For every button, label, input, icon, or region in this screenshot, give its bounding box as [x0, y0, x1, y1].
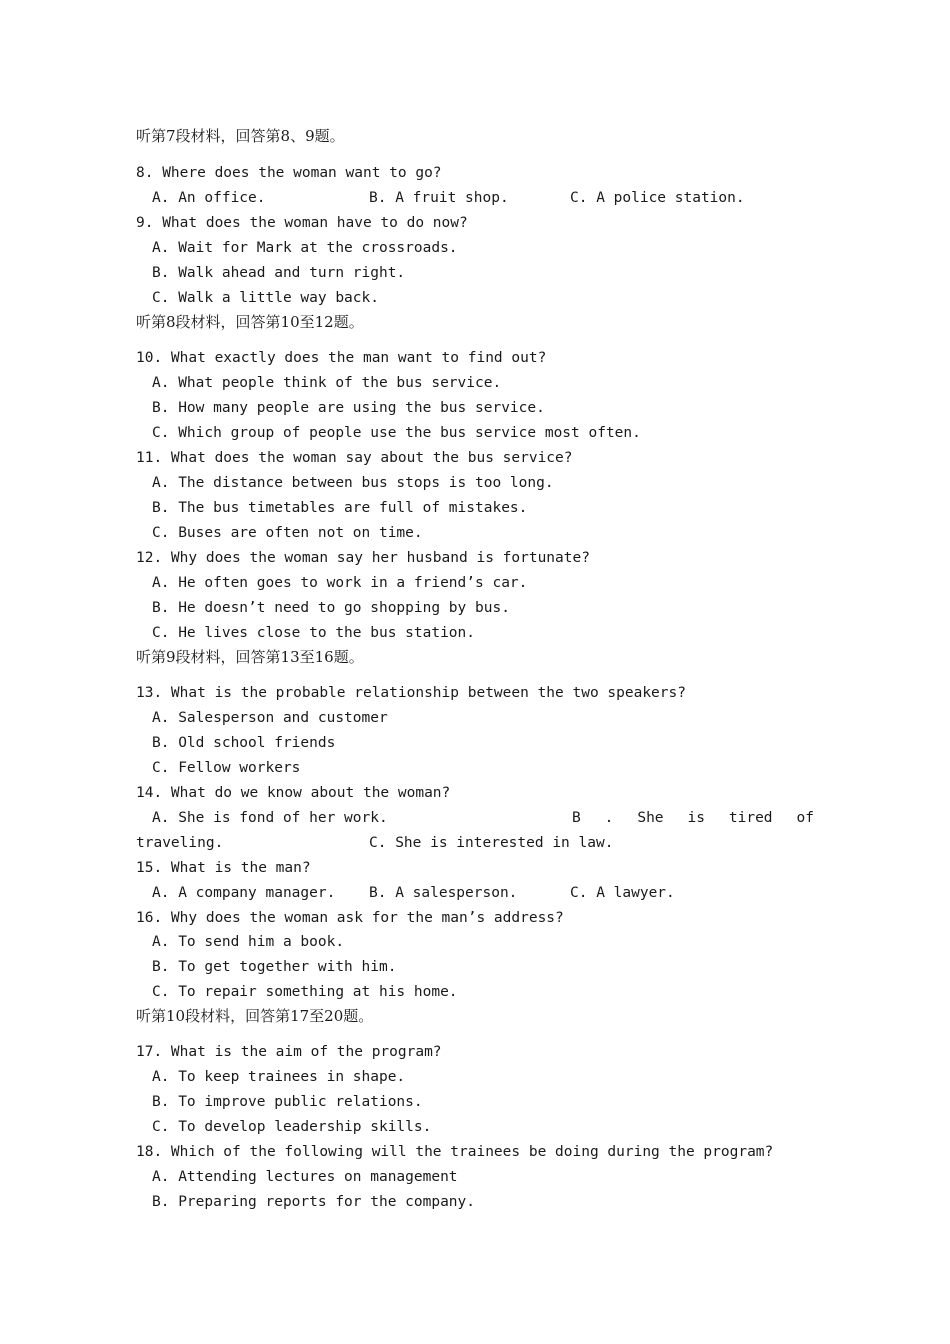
question: 18. Which of the following will the trainees be doing during the program? [136, 1144, 774, 1160]
option: A. Attending lectures on management [152, 1169, 458, 1185]
option-word: is [687, 810, 705, 826]
option: A. A company manager. [152, 885, 336, 901]
option: A. Salesperson and customer [152, 710, 388, 726]
section-header: 听第9段材料，回答第13至16题。 [136, 648, 364, 666]
option: B. A fruit shop. [369, 190, 509, 206]
option-word: She [637, 810, 664, 826]
section-header: 听第10段材料，回答第17至20题。 [136, 1007, 374, 1025]
option-word: tired [728, 810, 773, 826]
option: A. An office. [152, 190, 266, 206]
option-word: of [796, 810, 814, 826]
option: C. To develop leadership skills. [152, 1119, 432, 1135]
option: B. To get together with him. [152, 959, 397, 975]
option-14b-line [572, 808, 814, 828]
option: B. The bus timetables are full of mistakes. [152, 500, 528, 516]
option: B. A salesperson. [369, 885, 518, 901]
option: C. Buses are often not on time. [152, 525, 423, 541]
option: B. Walk ahead and turn right. [152, 265, 406, 281]
question: 16. Why does the woman ask for the man’s address? [136, 910, 564, 926]
option-word: . [604, 810, 614, 826]
question: 14. What do we know about the woman? [136, 785, 451, 801]
question: 8. Where does the woman want to go? [136, 165, 442, 181]
option-word: B [572, 810, 581, 826]
option: C. He lives close to the bus station. [152, 625, 476, 641]
section-header: 听第7段材料，回答第8、9题。 [136, 127, 345, 145]
option: C. She is interested in law. [369, 835, 614, 851]
question: 13. What is the probable relationship between the two speakers? [136, 685, 686, 701]
option: A. Wait for Mark at the crossroads. [152, 240, 458, 256]
question: 9. What does the woman have to do now? [136, 215, 468, 231]
question: 15. What is the man? [136, 860, 311, 876]
question: 11. What does the woman say about the bus service? [136, 450, 573, 466]
section-header: 听第8段材料，回答第10至12题。 [136, 313, 364, 331]
question: 10. What exactly does the man want to find out? [136, 350, 547, 366]
option: C. To repair something at his home. [152, 984, 458, 1000]
option: B. How many people are using the bus service. [152, 400, 545, 416]
option: C. A police station. [570, 190, 745, 206]
question: 17. What is the aim of the program? [136, 1044, 442, 1060]
option: B. To improve public relations. [152, 1094, 423, 1110]
option: C. Walk a little way back. [152, 290, 379, 306]
option: A. The distance between bus stops is too long. [152, 475, 554, 491]
option: B. Old school friends [152, 735, 336, 751]
option-14b-wrap: traveling. [136, 835, 224, 851]
option: C. A lawyer. [570, 885, 675, 901]
option: A. To send him a book. [152, 934, 345, 950]
option: A. What people think of the bus service. [152, 375, 502, 391]
option: C. Fellow workers [152, 760, 301, 776]
option: B. Preparing reports for the company. [152, 1194, 476, 1210]
option: B. He doesn’t need to go shopping by bus. [152, 600, 510, 616]
question: 12. Why does the woman say her husband is fortunate? [136, 550, 590, 566]
option: A. He often goes to work in a friend’s car. [152, 575, 528, 591]
option: C. Which group of people use the bus service most often. [152, 425, 641, 441]
option: A. She is fond of her work. [152, 810, 388, 826]
option: A. To keep trainees in shape. [152, 1069, 406, 1085]
